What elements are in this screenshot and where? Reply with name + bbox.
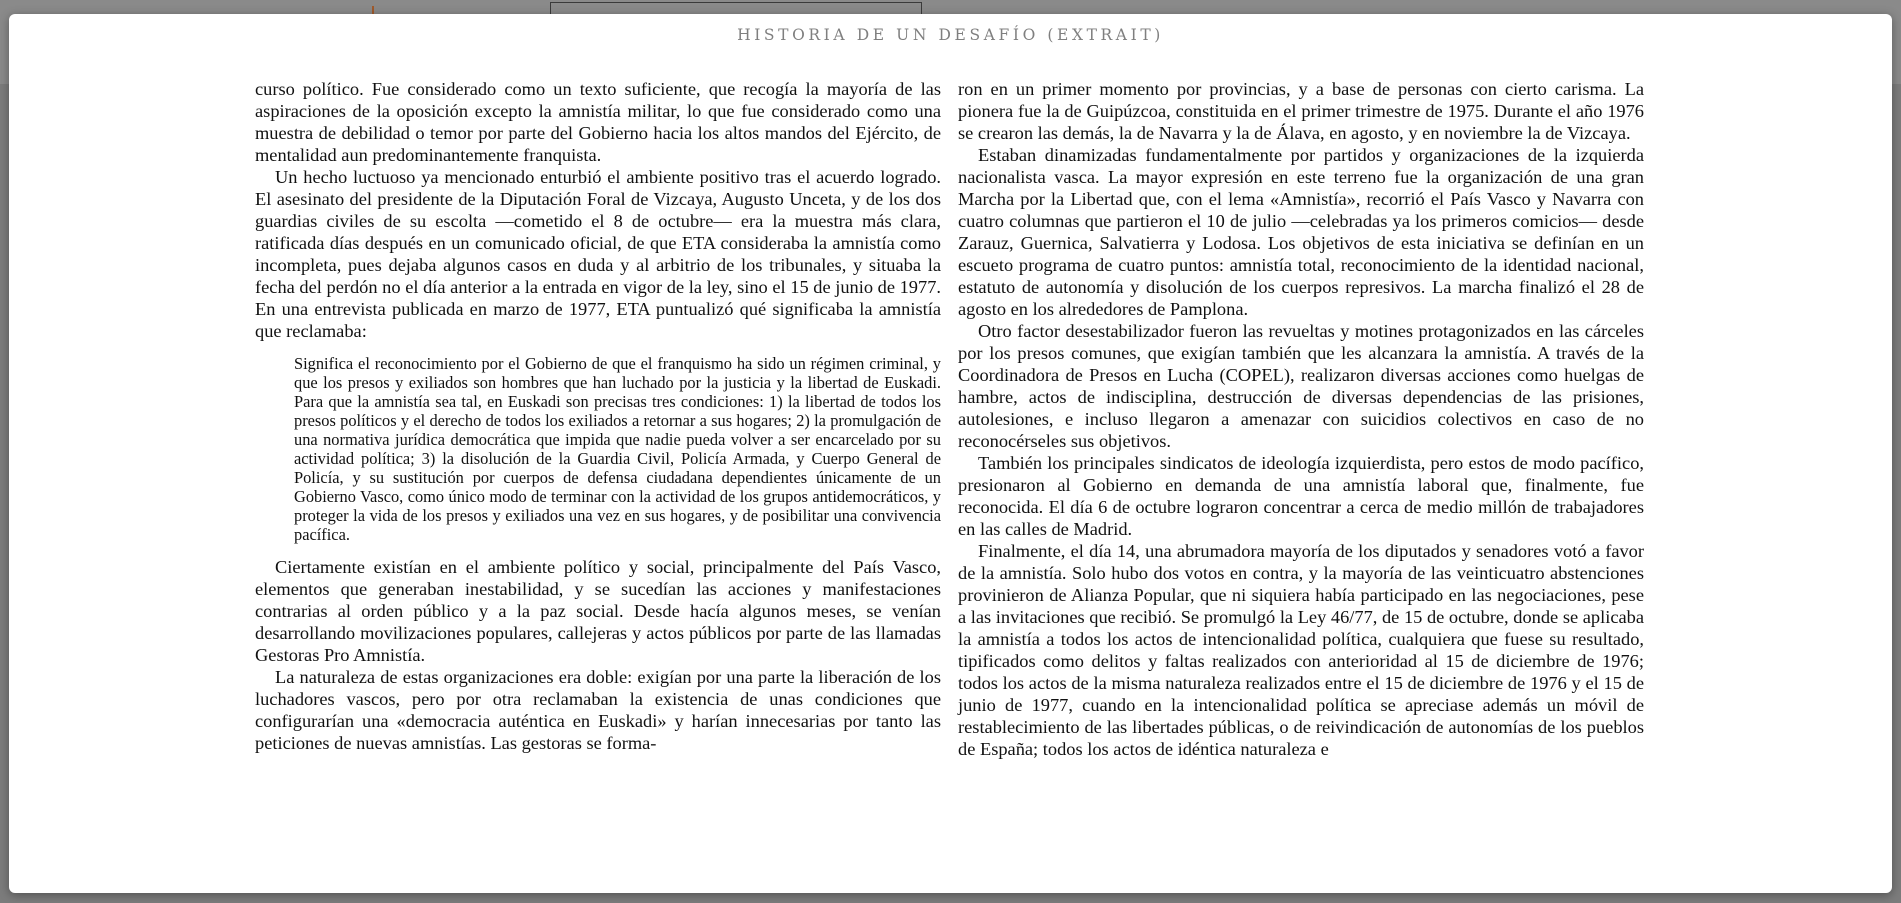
paragraph: curso político. Fue considerado como un texto suficiente, que recogía la mayoría de las aspiraciones de la oposición excepto la amnistía militar, lo que fue considerado como una muestra de debilidad o temor por parte del Gobierno hacia los altos mandos del Ejército, de mentalidad aun predominantemente franquista.: [255, 79, 941, 165]
paragraph: Estaban dinamizadas fundamentalmente por partidos y organizaciones de la izquierda nacionalista vasca. La mayor expresión en este terreno fue la organización de una gran Marcha por la Libertad que, con el lema «Amnistía», recorrió el País Vasco y Navarra con cuatro columnas que partieron el 10 de julio —celebradas ya los primeros comicios— desde Zarauz, Guernica, Salvatierra y Lodosa. Los objetivos de esta iniciativa se definían en un escueto programa de cuatro puntos: amnistía total, reconocimiento de la identidad nacional, estatuto de autonomía y disolución de los cuerpos represivos. La marcha finalizó el 28 de agosto en los alrededores de Pamplona.: [958, 145, 1644, 319]
paragraph: También los principales sindicatos de ideología izquierdista, pero estos de modo pacífico, presionaron al Gobierno en demanda de una amnistía laboral que, finalmente, fue reconocida. El día 6 de octubre lograron concentrar a cerca de medio millón de trabajadores en las calles de Madrid.: [958, 453, 1644, 539]
left-column: [255, 78, 941, 754]
right-column: [958, 78, 1644, 760]
block-quote: Significa el reconocimiento por el Gobierno de que el franquismo ha sido un régimen criminal, y que los presos y exiliados son hombres que han luchado por la justicia y la libertad de Euskadi. Para que la amnistía sea tal, en Euskadi son precisas tres condiciones: 1) la libertad de todos los presos políticos y el derecho de todos los exiliados a retornar a sus hogares; 2) la promulgación de una normativa jurídica democrática que impida que nadie pueda volver a ser encarcelado por su actividad política; 3) la disolución de la Guardia Civil, Policía Armada, y Cuerpo General de Policía, y su sustitución por cuerpos de defensa ciudadana dependientes únicamente de un Gobierno Vasco, como único modo de terminar con la actividad de los grupos antidemocráticos, y proteger la vida de los presos y exiliados una vez en sus hogares, y de posibilitar una convivencia pacífica.: [294, 354, 941, 544]
excerpt-modal: [9, 14, 1892, 893]
modal-title: HISTORIA DE UN DESAFÍO (EXTRAIT): [737, 26, 1164, 44]
paragraph: Finalmente, el día 14, una abrumadora mayoría de los diputados y senadores votó a favor de la amnistía. Solo hubo dos votos en contra, y la mayoría de las veinticuatro abstenciones provinieron de Alianza Popular, que ni siquiera había participado en las negociaciones, pese a las invitaciones que recibió. Se promulgó la Ley 46/77, de 15 de octubre, donde se aplicaba la amnistía a todos los actos de intencionalidad política, cualquiera que fuese su resultado, tipificados como delitos y faltas realizados con anterioridad al 15 de diciembre de 1976; todos los actos de la misma naturaleza realizados entre el 15 de diciembre de 1976 y el 15 de junio de 1977, cuando en la intencionalidad política se apreciase además un móvil de restablecimiento de las libertades públicas, o de reivindicación de autonomías de los pueblos de España; todos los actos de idéntica naturaleza e: [958, 541, 1644, 759]
paragraph: Otro factor desestabilizador fueron las revueltas y motines protagonizados en las cárceles por los presos comunes, que exigían también que les alcanzara la amnistía. A través de la Coordinadora de Presos en Lucha (COPEL), realizaron diversas acciones como huelgas de hambre, actos de indisciplina, destrucción de diversas dependencias de las prisiones, autolesiones, e incluso llegaron a amenazar con suicidios colectivos en caso de no reconocérseles sus objetivos.: [958, 321, 1644, 451]
paragraph: La naturaleza de estas organizaciones era doble: exigían por una parte la liberación de los luchadores vascos, pero por otra reclamaban la existencia de unas condiciones que configurarían una «democracia auténtica en Euskadi» y harían innecesarias por tanto las peticiones de nuevas amnistías. Las gestoras se forma-: [255, 667, 941, 753]
paragraph: ron en un primer momento por provincias, y a base de personas con cierto carisma. La pionera fue la de Guipúzcoa, constituida en el primer trimestre de 1975. Durante el año 1976 se crearon las demás, la de Navarra y la de Álava, en agosto, y en noviembre la de Vizcaya.: [958, 79, 1644, 143]
paragraph: Ciertamente existían en el ambiente político y social, principalmente del País Vasco, elementos que generaban inestabilidad, y se sucedían las acciones y manifestaciones contrarias al orden público y a la paz social. Desde hacía algunos meses, se venían desarrollando movilizaciones populares, callejeras y actos públicos por parte de las llamadas Gestoras Pro Amnistía.: [255, 557, 941, 665]
paragraph: Un hecho luctuoso ya mencionado enturbió el ambiente positivo tras el acuerdo logrado. El asesinato del presidente de la Diputación Foral de Vizcaya, Augusto Unceta, y de los dos guardias civiles de su escolta —cometido el 8 de octubre— era la muestra más clara, ratificada días después en un comunicado oficial, de que ETA consideraba la amnistía como incompleta, pues dejaba algunos casos en duda y al arbitrio de los tribunales, y situaba la fecha del perdón no el día anterior a la entrada en vigor de la ley, sino el 15 de junio de 1977. En una entrevista publicada en marzo de 1977, ETA puntualizó qué significaba la amnistía que reclamaba:: [255, 167, 941, 341]
